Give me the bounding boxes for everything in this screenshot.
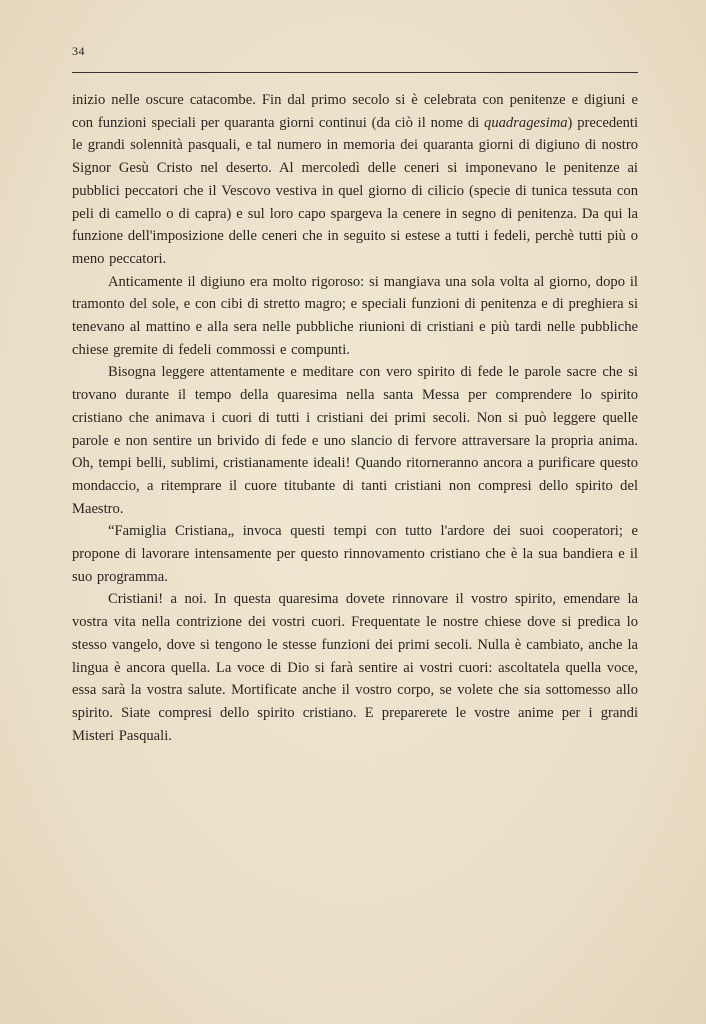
quadragesima-term: quadragesima bbox=[484, 114, 568, 131]
paragraph-3: Bisogna leggere attentamente e meditare con vero spirito di fede le parole sacre che si trovano durante il tempo della quaresima nella santa Messa per comprendere lo spirito cristiano che animava i cuori di tutti i cristiani dei primi secoli. Non si può leggere quelle parole e non sentire un brivido di fede e uno slancio di fervore attraversare la propria anima. Oh, tempi belli, sublimi, cristianamente ideali! Quando ritorneranno ancora a purificare questo mondaccio, a ritemprare il cuore titubante di tanti cristiani non compresi dello spirito del Maestro. bbox=[72, 364, 638, 517]
paragraph-5: Cristiani! a noi. In questa quaresima dovete rinnovare il vostro spirito, emendare la vostra vita nella contrizione dei vostri cuori. Frequentate le nostre chiese dove si predica lo stesso vangelo, dove si tengono le stesse funzioni dei primi secoli. Nulla è cambiato, anche la lingua è ancora quella. La voce di Dio si farà sentire ai vostri cuori: ascoltatela quella voce, essa sarà la vostra salute. Mortificate anche il vostro corpo, se volete che sia sottomesso allo spirito. Siate compresi dello spirito cristiano. E preparerete le vostre anime per i grandi Misteri Pasquali. bbox=[72, 591, 638, 744]
paragraph-1 bbox=[72, 89, 638, 271]
paragraph-1-text-b: ) precedenti le grandi solennità pasquali, e tal numero in memoria dei quaranta giorni di digiuno di nostro Signor Gesù Cristo nel deserto. Al mercoledì delle ceneri si imponevano le penitenze ai pubblici peccatori che il Vescovo vestiva in quel giorno di cilicio (specie di tunica tessuta con peli di camello o di capra) e sul loro capo spargeva la cenere in segno di penitenza. Da qui la funzione dell'imposizione delle ceneri che in seguito si estese a tutti i fedeli, perchè tutti più o meno peccatori. bbox=[72, 114, 638, 267]
paragraph-1-text-a: inizio nelle oscure catacombe. Fin dal primo secolo si è celebrata con penitenze e digiuni e con funzioni speciali per quaranta giorni continui (da ciò il nome di bbox=[72, 92, 638, 131]
page-number: 34 bbox=[72, 44, 85, 58]
header-rule bbox=[72, 72, 638, 73]
paragraph-4: “Famiglia Cristiana„ invoca questi tempi con tutto l'ardore dei suoi cooperatori; e propone di lavorare intensamente per questo rinnovamento cristiano che è la sua bandiera e il suo programma. bbox=[72, 523, 638, 585]
paragraph-2: Anticamente il digiuno era molto rigoroso: si mangiava una sola volta al giorno, dopo il tramonto del sole, e con cibi di stretto magro; e speciali funzioni di penitenza e di preghiera si tenevano al mattino e alla sera nelle pubbliche riunioni di cristiani e più tardi nelle pubbliche chiese gremite di fedeli commossi e compunti. bbox=[72, 273, 638, 358]
text-body bbox=[72, 89, 638, 747]
